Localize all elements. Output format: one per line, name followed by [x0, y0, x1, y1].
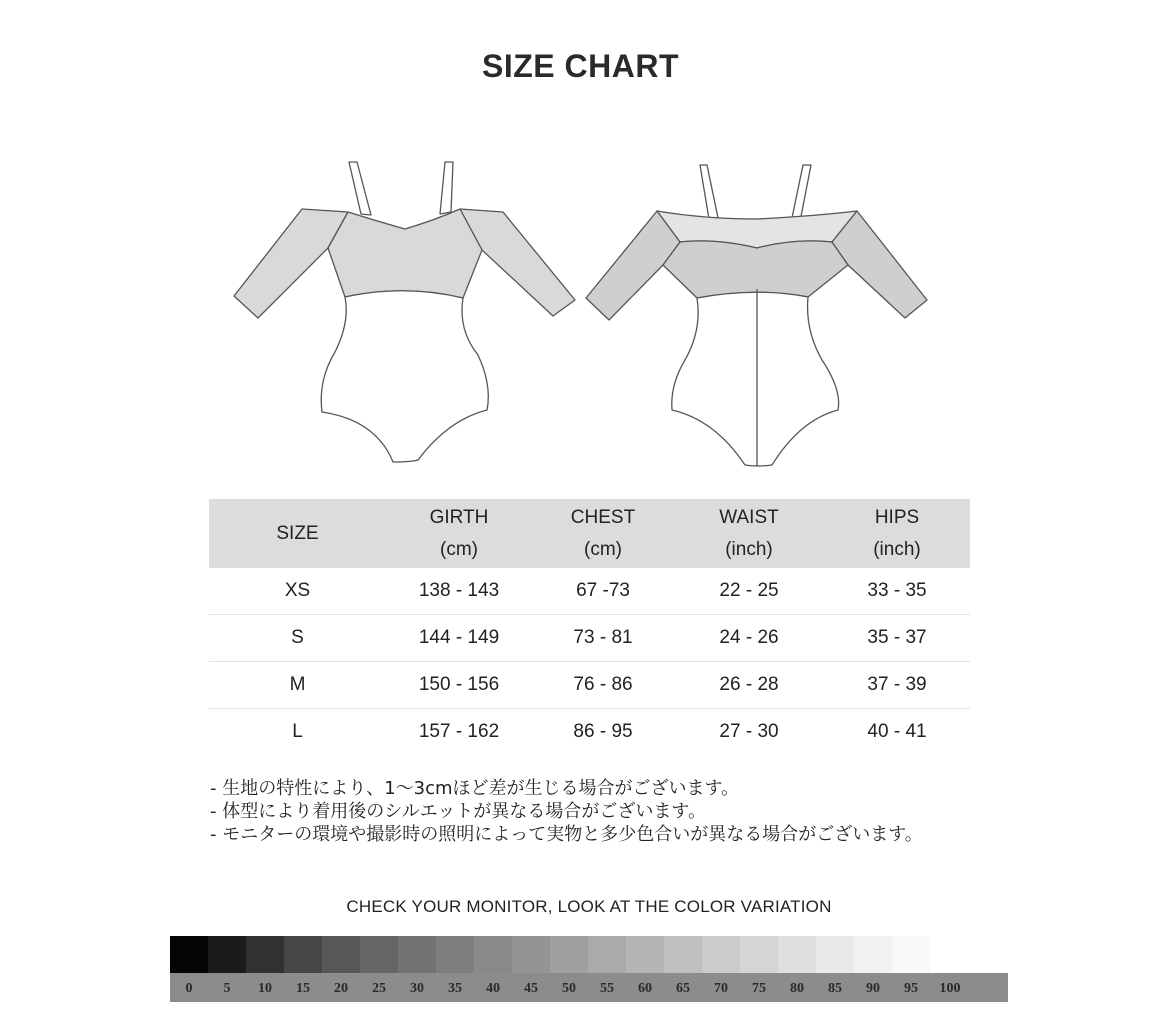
note-line: - 体型により着用後のシルエットが異なる場合がございます。 [210, 801, 706, 822]
cell-hips: 40 - 41 [867, 721, 927, 742]
table-row [209, 568, 970, 615]
cell-size: XS [209, 568, 386, 615]
gray-swatch [474, 936, 512, 973]
note-line: - 生地の特性により、1～3cmほど差が生じる場合がございます。 [210, 778, 740, 799]
scale-label: 30 [410, 981, 424, 996]
page-title: SIZE CHART [482, 48, 679, 84]
gray-swatch [512, 936, 550, 973]
table-row [209, 709, 970, 756]
scale-label: 40 [486, 981, 500, 996]
header-size: SIZE [209, 499, 386, 568]
scale-label: 55 [600, 981, 614, 996]
scale-label: 0 [185, 981, 193, 996]
gray-swatch [322, 936, 360, 973]
scale-label: 50 [562, 981, 576, 996]
grayscale-swatch-strip [170, 936, 930, 973]
cell-chest: 73 - 81 [532, 615, 674, 662]
scale-label: 10 [258, 981, 272, 996]
cell-chest: 76 - 86 [532, 662, 674, 709]
gray-swatch [664, 936, 702, 973]
cell-waist: 22 - 25 [674, 568, 824, 615]
gray-swatch [284, 936, 322, 973]
table-row [209, 615, 970, 662]
header-waist: WAIST (inch) [674, 499, 824, 568]
scale-label: 45 [524, 981, 538, 996]
gray-swatch [208, 936, 246, 973]
gray-swatch [398, 936, 436, 973]
scale-label: 35 [448, 981, 462, 996]
size-table [209, 499, 970, 755]
cell-size: S [209, 615, 386, 662]
gray-swatch [170, 936, 208, 973]
cell-hips: 33 - 35 [824, 568, 970, 615]
monitor-check-heading: CHECK YOUR MONITOR, LOOK AT THE COLOR VARIATION [346, 897, 832, 916]
table-header-row [209, 499, 970, 568]
gray-swatch [816, 936, 854, 973]
scale-label: 70 [714, 981, 728, 996]
gray-swatch [588, 936, 626, 973]
gray-swatch [626, 936, 664, 973]
gray-swatch [436, 936, 474, 973]
scale-label: 80 [790, 981, 804, 996]
gray-swatch [550, 936, 588, 973]
header-girth: GIRTH (cm) [386, 499, 532, 568]
leotard-illustration [225, 150, 945, 480]
cell-girth: 144 - 149 [386, 615, 532, 662]
cell-girth: 138 - 143 [386, 568, 532, 615]
table-row [209, 662, 970, 709]
cell-chest: 67 -73 [532, 568, 674, 615]
scale-label: 25 [372, 981, 386, 996]
scale-label: 75 [752, 981, 766, 996]
cell-waist: 27 - 30 [719, 721, 779, 742]
header-chest: CHEST (cm) [532, 499, 674, 568]
gray-swatch [740, 936, 778, 973]
header-hips: HIPS (inch) [824, 499, 970, 568]
scale-label: 85 [828, 981, 842, 996]
gray-swatch [246, 936, 284, 973]
scale-label: 15 [296, 981, 310, 996]
size-notes [210, 777, 923, 846]
gray-swatch [360, 936, 398, 973]
cell-chest: 86 - 95 [573, 721, 633, 742]
grayscale-scale-labels [170, 973, 1008, 1002]
scale-label: 60 [638, 981, 652, 996]
cell-girth: 150 - 156 [386, 662, 532, 709]
scale-label: 90 [866, 981, 880, 996]
note-line: - モニターの環境や撮影時の照明によって実物と多少色合いが異なる場合がございます。 [210, 824, 923, 845]
scale-label: 95 [904, 981, 918, 996]
gray-swatch [854, 936, 892, 973]
gray-swatch [778, 936, 816, 973]
cell-hips: 35 - 37 [824, 615, 970, 662]
cell-waist: 26 - 28 [674, 662, 824, 709]
scale-label: 65 [676, 981, 690, 996]
gray-swatch [892, 936, 930, 973]
scale-label: 20 [334, 981, 348, 996]
back-view-illustration [586, 165, 927, 466]
gray-swatch [702, 936, 740, 973]
cell-girth: 157 - 162 [418, 721, 500, 742]
front-view-illustration [234, 162, 575, 462]
cell-hips: 37 - 39 [824, 662, 970, 709]
cell-waist: 24 - 26 [674, 615, 824, 662]
scale-label: 100 [939, 981, 961, 996]
cell-size: L [292, 721, 303, 742]
scale-label: 5 [223, 981, 231, 996]
cell-size: M [209, 662, 386, 709]
